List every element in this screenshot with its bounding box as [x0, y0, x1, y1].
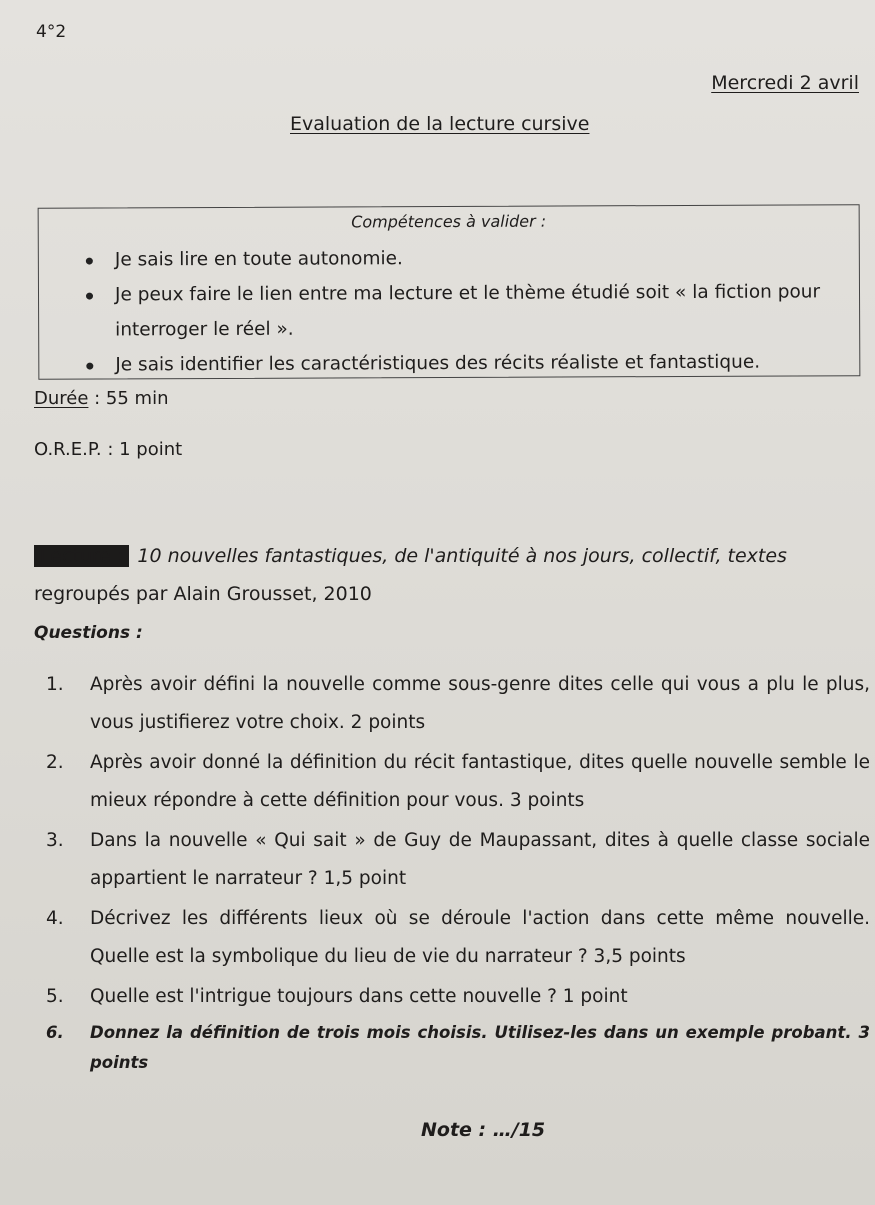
competences-list — [39, 239, 856, 383]
competence-item: Je peux faire le lien entre ma lecture et le thème étudié soit « la fiction pour interroger le réel ». — [39, 274, 855, 348]
page-title: Evaluation de la lecture cursive — [290, 113, 590, 135]
question-item — [34, 744, 870, 820]
question-item — [34, 666, 870, 742]
orep-line: O.R.E.P. : 1 point — [34, 439, 183, 460]
question-number: 5. — [46, 986, 64, 1007]
question-text: Dans la nouvelle « Qui sait » de Guy de Maupassant, dites à quelle classe sociale appartient le narrateur ? 1,5 point — [90, 830, 870, 889]
question-number: 2. — [46, 752, 64, 773]
question-item — [34, 900, 870, 976]
question-text: Donnez la définition de trois mois choisis. Utilisez-les dans un exemple probant. 3 points — [90, 1023, 870, 1072]
question-item — [34, 1018, 870, 1078]
question-text: Quelle est l'intrigue toujours dans cette nouvelle ? 1 point — [90, 986, 628, 1007]
exam-date: Mercredi 2 avril — [711, 72, 859, 94]
competences-box — [38, 204, 861, 380]
question-number: 4. — [46, 908, 64, 929]
duration-label: Durée — [34, 388, 89, 409]
duration — [34, 388, 169, 409]
question-number: 3. — [46, 830, 64, 851]
questions-label: Questions : — [34, 623, 143, 643]
lecture-title: 10 nouvelles fantastiques, de l'antiquité à nos jours, collectif, textes — [137, 545, 787, 567]
lecture-block — [34, 537, 844, 613]
lecture-continuation: regroupés par Alain Grousset, 2010 — [34, 583, 372, 605]
question-item — [34, 978, 870, 1016]
question-text: Décrivez les différents lieux où se déroule l'action dans cette même nouvelle. Quelle est la symbolique du lieu de vie du narrateur ? 3,5 points — [90, 908, 870, 967]
duration-value: : 55 min — [88, 388, 169, 409]
competence-item: Je sais lire en toute autonomie. — [39, 239, 855, 278]
competence-item: Je sais identifier les caractéristiques des récits réaliste et fantastique. — [39, 344, 855, 383]
question-text: Après avoir défini la nouvelle comme sous-genre dites celle qui vous a plu le plus, vous justifierez votre choix. 2 points — [90, 674, 870, 733]
question-number: 6. — [46, 1023, 64, 1042]
question-number: 1. — [46, 674, 64, 695]
question-item — [34, 822, 870, 898]
question-text: Après avoir donné la définition du récit fantastique, dites quelle nouvelle semble le mieux répondre à cette définition pour vous. 3 points — [90, 752, 870, 811]
class-label: 4°2 — [36, 22, 67, 42]
questions-list — [34, 666, 870, 1080]
competences-title: Compétences à valider : — [351, 211, 547, 232]
grade-note: Note : …/15 — [421, 1119, 546, 1141]
lecture-label: Lecture : — [34, 545, 129, 567]
